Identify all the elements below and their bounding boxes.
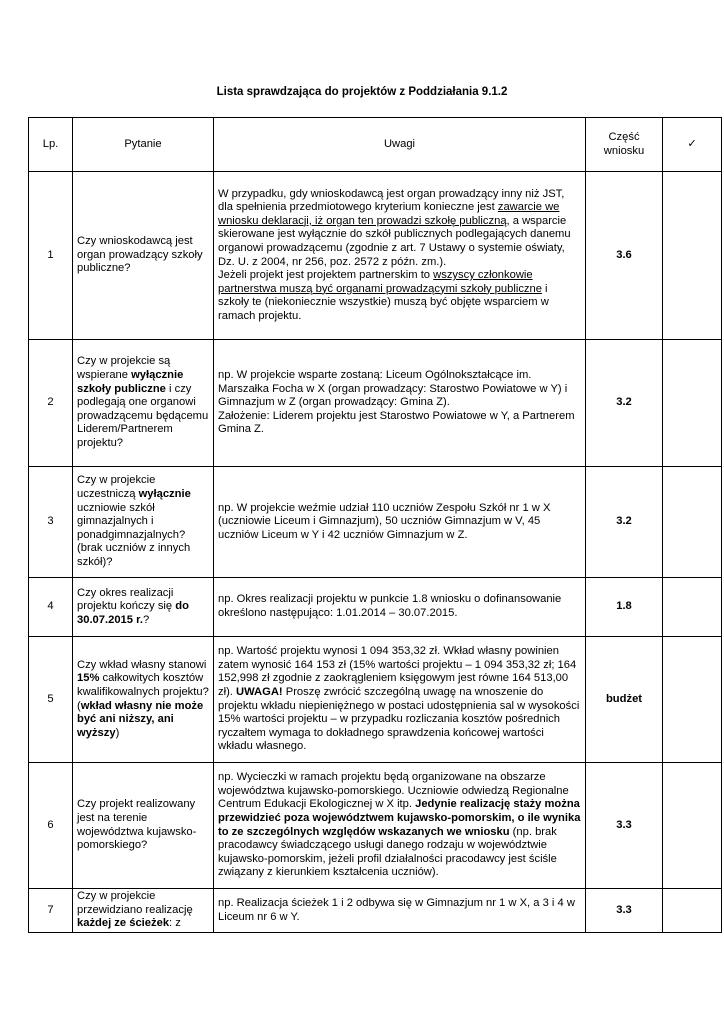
row-notes: np. W projekcie wsparte zostaną: Liceum Ogólnokształcące im. Marszałka Focha w X (organ prowadzący: Starostwo Powiatowe w Y) i Gimnazjum w Z (organ prowadzący: Gmina Z). Założenie: Liderem projektu jest Starostwo Powiatowe w Y, a Partnerem Gmina Z. <box>214 340 586 467</box>
row-check-cell[interactable] <box>663 637 722 763</box>
row-notes: W przypadku, gdy wnioskodawcą jest organ prowadzący inny niż JST, dla spełnienia przedmiotowego kryterium konieczne jest zawarcie we wniosku deklaracji, iż organ ten prowadzi szkołę publiczną, a wsparcie skierowane jest wyłącznie do szkół publicznych podlegających danemu organowi prowadzącemu (zgodnie z art. 7 Ustawy o systemie oświaty, Dz. U. z 2004, nr 256, poz. 2572 z późn. zm.). Jeżeli projekt jest projektem partnerskim to wszyscy członkowie partnerstwa muszą być organami prowadzącymi szkoły publiczne i szkoły te (niekoniecznie wszystkie) muszą być objęte wsparciem w ramach projektu. <box>214 172 586 340</box>
table-header-row <box>29 118 722 172</box>
row-notes: np. Wartość projektu wynosi 1 094 353,32 zł. Wkład własny powinien zatem wynosić 164 153 zł (15% wartości projektu – 1 094 353,32 zł; 164 152,998 zł zgodnie z zaokrągleniem księgowym jest równe 164 513,00 zł). UWAGA! Proszę zwrócić szczególną uwagę na wnoszenie do projektu wkładu niepieniężnego w postaci udostępnienia sal w wysokości 15% wartości projektu – w przypadku rozliczania kosztów pośrednich ryczałtem wymaga to dokładnego sprawdzenia końcowej wartości wkładu własnego. <box>214 637 586 763</box>
table-row <box>29 578 722 637</box>
row-check-cell[interactable] <box>663 467 722 578</box>
row-question: Czy projekt realizowany jest na terenie województwa kujawsko-pomorskiego? <box>73 763 214 889</box>
row-notes: np. Wycieczki w ramach projektu będą organizowane na obszarze województwa kujawsko-pomorskiego. Uczniowie odwiedzą Regionalne Centrum Edukacji Ekologicznej w X itp. Jedynie realizację staży można przewidzieć poza województwem kujawsko-pomorskim, o ile wynika to ze szczególnych względów wskazanych we wniosku (np. brak pracodawcy świadczącego usługi danego rodzaju w województwie kujawsko-pomorskim, jeżeli profil działalności pracodawcy jest ściśle związany z kierunkiem kształcenia uczniów). <box>214 763 586 889</box>
header-lp: Lp. <box>29 118 73 172</box>
row-notes: np. Okres realizacji projektu w punkcie 1.8 wniosku o dofinansowanie określono następująco: 1.01.2014 – 30.07.2015. <box>214 578 586 637</box>
row-check-cell[interactable] <box>663 889 722 933</box>
table-row <box>29 889 722 933</box>
header-notes: Uwagi <box>214 118 586 172</box>
row-question: Czy w projekcie przewidziano realizację każdej ze ścieżek: z <box>73 889 214 933</box>
row-lp: 3 <box>29 467 73 578</box>
row-notes: np. W projekcie weźmie udział 110 uczniów Zespołu Szkół nr 1 w X (uczniowie Liceum i Gimnazjum), 50 uczniów Gimnazjum w V, 45 uczniów Liceum w Y i 42 uczniów Gimnazjum w Z. <box>214 467 586 578</box>
row-part: budżet <box>586 637 663 763</box>
header-part-line1: Część <box>608 130 640 143</box>
page-title: Lista sprawdzająca do projektów z Poddziałania 9.1.2 <box>216 86 508 98</box>
table-row <box>29 637 722 763</box>
table-row <box>29 340 722 467</box>
row-question: Czy w projekcie uczestniczą wyłącznie uczniowie szkół gimnazjalnych i ponadgimnazjalnych? (brak uczniów z innych szkół)? <box>73 467 214 578</box>
header-question: Pytanie <box>73 118 214 172</box>
row-lp: 7 <box>29 889 73 933</box>
row-lp: 1 <box>29 172 73 340</box>
row-check-cell[interactable] <box>663 172 722 340</box>
header-part-line2: wniosku <box>603 144 645 157</box>
row-lp: 5 <box>29 637 73 763</box>
row-part: 3.3 <box>586 763 663 889</box>
row-check-cell[interactable] <box>663 340 722 467</box>
row-question: Czy okres realizacji projektu kończy się do 30.07.2015 r.? <box>73 578 214 637</box>
row-check-cell[interactable] <box>663 763 722 889</box>
row-question: Czy w projekcie są wspierane wyłącznie szkoły publiczne i czy podlegają one organowi prowadzącemu będącemu Liderem/Partnerem projektu? <box>73 340 214 467</box>
table-row <box>29 467 722 578</box>
row-lp: 4 <box>29 578 73 637</box>
row-lp: 2 <box>29 340 73 467</box>
checkmark-icon: ✓ <box>687 137 697 150</box>
checklist-table <box>28 117 722 933</box>
table-row <box>29 172 722 340</box>
header-check <box>663 118 722 172</box>
row-part: 3.3 <box>586 889 663 933</box>
row-question: Czy wnioskodawcą jest organ prowadzący szkoły publiczne? <box>73 172 214 340</box>
row-lp: 6 <box>29 763 73 889</box>
row-part: 3.6 <box>586 172 663 340</box>
row-check-cell[interactable] <box>663 578 722 637</box>
row-part: 1.8 <box>586 578 663 637</box>
row-notes: np. Realizacja ścieżek 1 i 2 odbywa się w Gimnazjum nr 1 w X, a 3 i 4 w Liceum nr 6 w Y. <box>214 889 586 933</box>
row-part: 3.2 <box>586 467 663 578</box>
row-part: 3.2 <box>586 340 663 467</box>
header-part <box>586 118 663 172</box>
table-row <box>29 763 722 889</box>
row-question: Czy wkład własny stanowi 15% całkowitych kosztów kwalifikowalnych projektu? (wkład własny nie może być ani niższy, ani wyższy) <box>73 637 214 763</box>
